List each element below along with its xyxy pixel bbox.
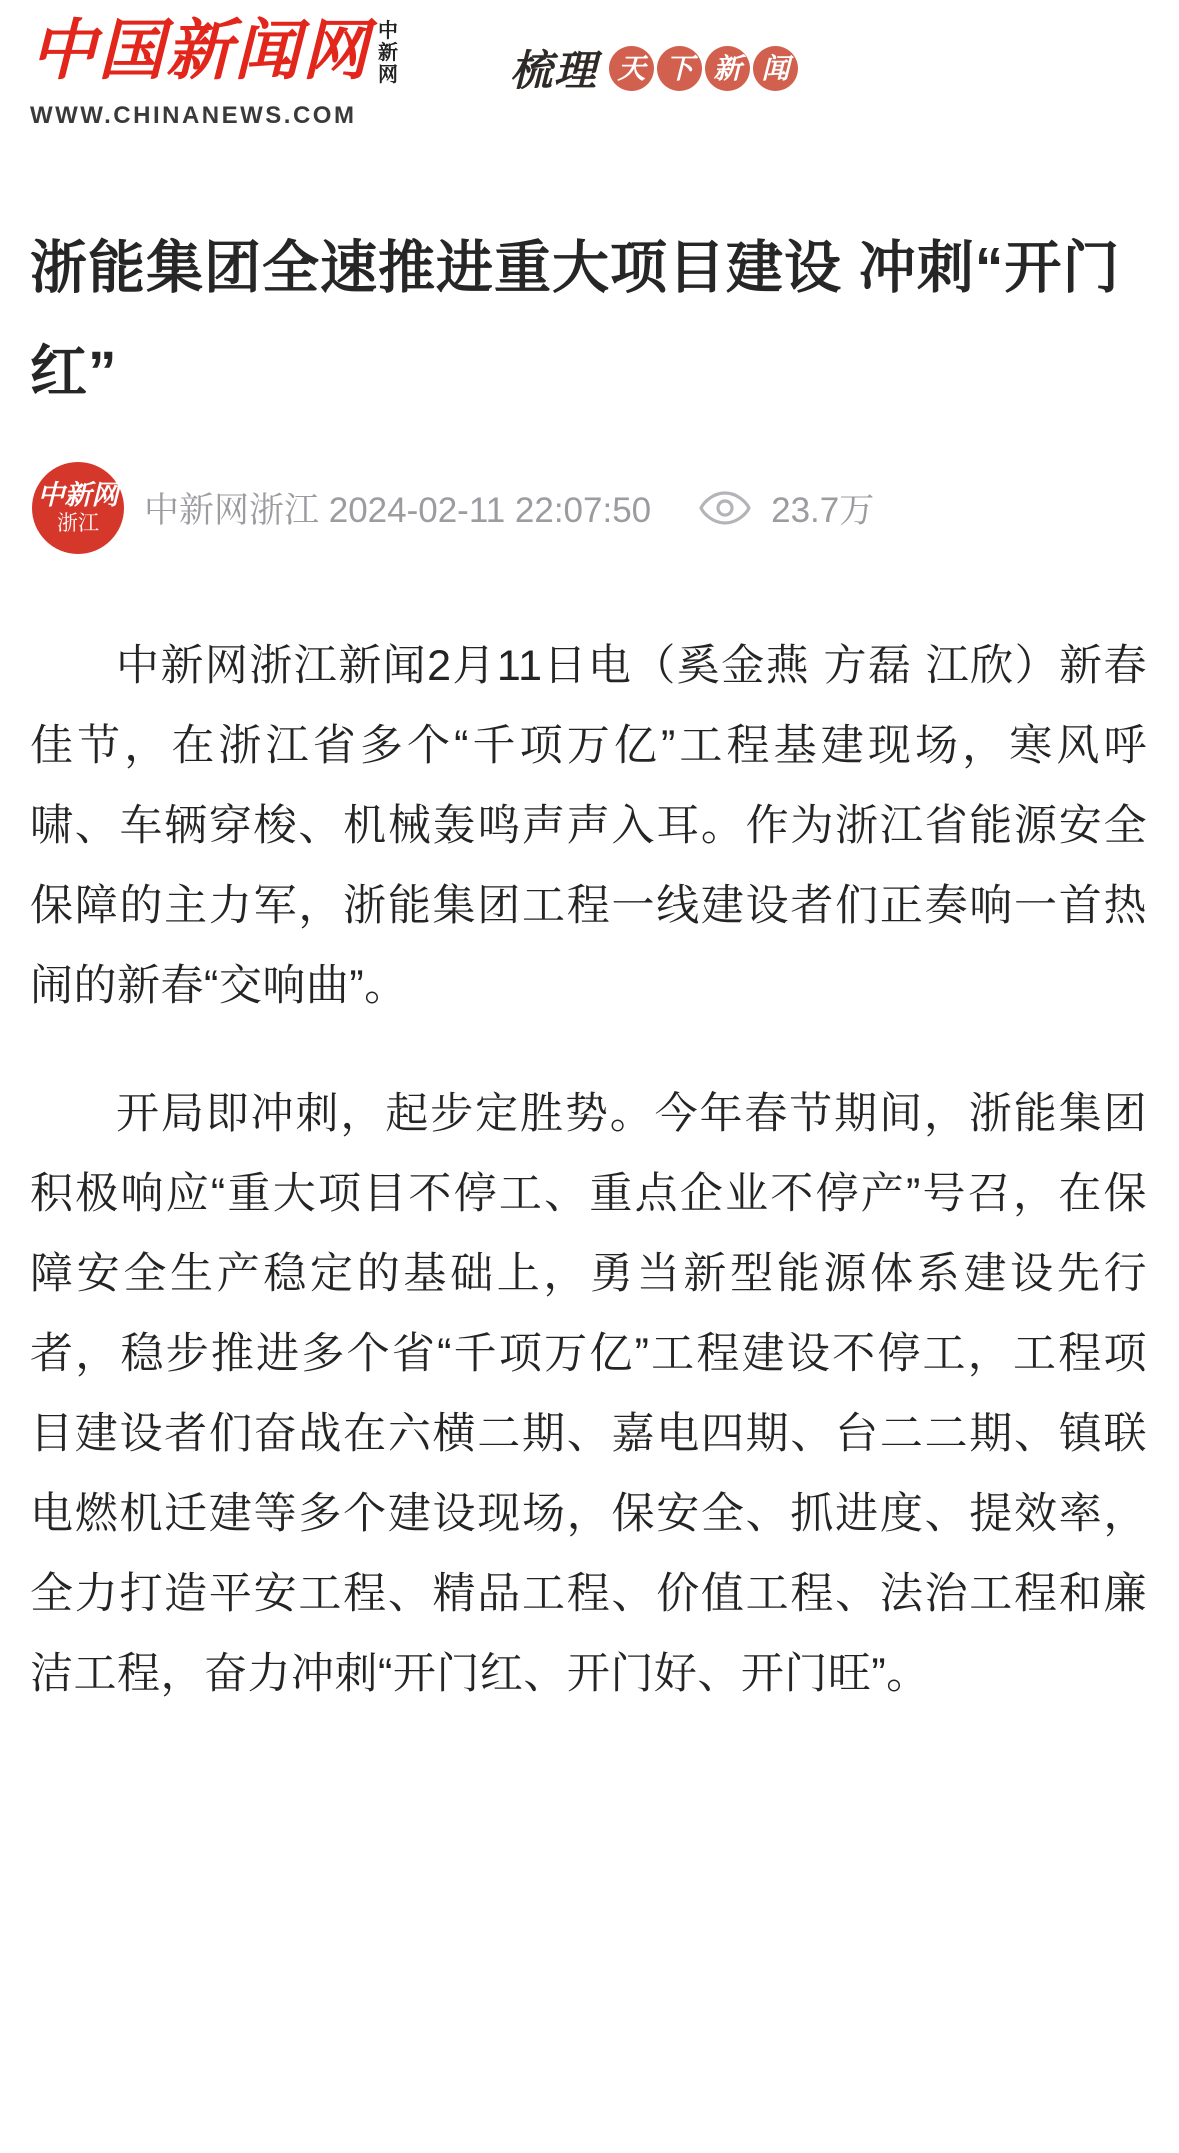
- logo-side-text: 中新网: [378, 20, 398, 86]
- slogan-seal-4: 闻: [753, 46, 798, 91]
- site-header: [0, 0, 1179, 130]
- article-body: [30, 626, 1147, 1774]
- view-count: 23.7万: [771, 491, 875, 530]
- site-slogan: [510, 38, 798, 98]
- source-name-and-timestamp: 中新网浙江 2024-02-11 22:07:50: [144, 491, 652, 530]
- slogan-seal-2: 下: [657, 46, 702, 91]
- avatar-text-top: 中新网: [37, 479, 119, 511]
- chinanews-logo[interactable]: 中国新闻网: [30, 11, 370, 89]
- paragraph-2: 开局即冲刺，起步定胜势。今年春节期间，浙能集团积极响应“重大项目不停工、重点企业不停产”号召，在保障安全生产稳定的基础上，勇当新型能源体系建设先行者，稳步推进多个省“千项万亿”工程建设不停工，工程项目建设者们奋战在六横二期、嘉电四期、台二二期、镇联电燃机迁建等多个建设现场，保安全、抓进度、提效率，全力打造平安工程、精品工程、价值工程、法治工程和廉洁工程，奋力冲刺“开门红、开门好、开门旺”。: [30, 1090, 1147, 1698]
- slogan-seal-1: 天: [609, 46, 654, 91]
- article-title: 浙能集团全速推进重大项目建设 冲刺“开门红”: [30, 236, 1121, 404]
- eye-icon: [699, 490, 751, 526]
- site-url: WWW.CHINANEWS.COM: [30, 102, 357, 129]
- source-avatar[interactable]: [32, 462, 124, 554]
- avatar-text-bottom: 浙江: [57, 511, 99, 535]
- slogan-seal-3: 新: [705, 46, 750, 91]
- view-counter: [699, 483, 874, 533]
- slogan-prefix-text: 梳理: [510, 46, 599, 95]
- byline-row: [32, 462, 1149, 554]
- brand-row: [30, 11, 1149, 98]
- paragraph-1: 中新网浙江新闻2月11日电（奚金燕 方磊 江欣）新春佳节，在浙江省多个“千项万亿”工程基建现场，寒风呼啸、车辆穿梭、机械轰鸣声声入耳。作为浙江省能源安全保障的主力军，浙能集团工程一线建设者们正奏响一首热闹的新春“交响曲”。: [30, 642, 1147, 1010]
